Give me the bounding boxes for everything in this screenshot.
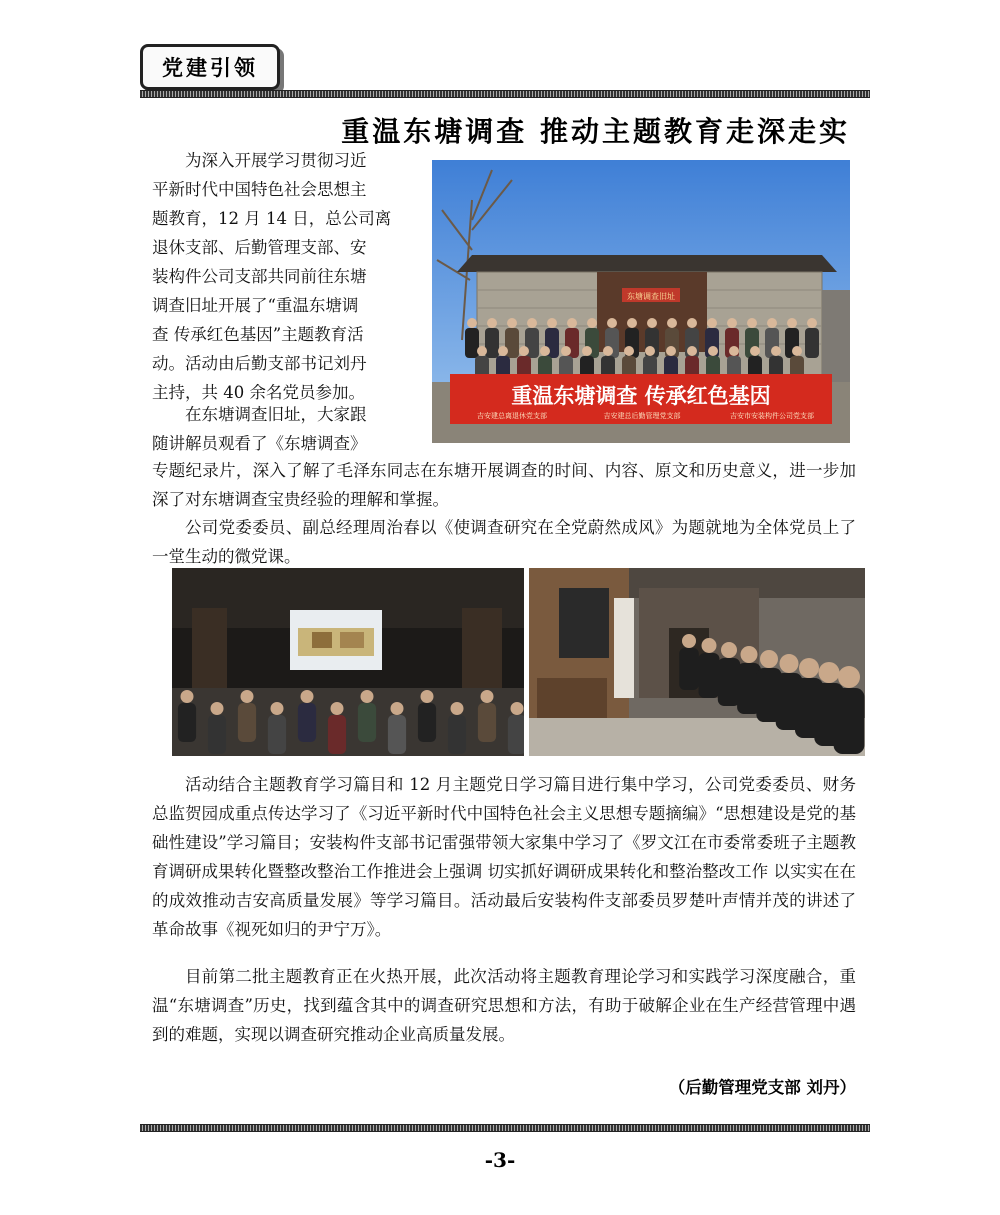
- banner-main: 重温东塘调查 传承红色基因: [511, 384, 771, 408]
- header-rule: [140, 90, 870, 98]
- text-line: 查 传承红色基因”主题教育活: [152, 325, 364, 344]
- text-line: 退休支部、后勤管理支部、安: [152, 238, 367, 257]
- text-line: 为深入开展学习贯彻习近: [185, 151, 367, 170]
- paragraph-1: [152, 146, 420, 407]
- text-line: 平新时代中国特色社会思想主: [152, 180, 367, 199]
- text-line: 主持，共 40 余名党员参加。: [152, 383, 365, 402]
- text-line: 题教育，12 月 14 日，总公司离: [152, 209, 392, 228]
- banner-sub: 吉安市安装构件公司党支部: [730, 412, 814, 420]
- paragraph-2-cont: 专题纪录片，深入了解了毛泽东同志在东塘开展调查的时间、内容、原文和历史意义，进一步加深了对东塘调查宝贵经验的理解和掌握。: [152, 461, 856, 509]
- group-photo: [432, 160, 850, 443]
- exhibition-photo: [529, 568, 865, 756]
- author-signature: （后勤管理党支部 刘丹）: [668, 1078, 856, 1097]
- page-number: -3-: [484, 1148, 516, 1172]
- paragraph-2-start: [152, 400, 420, 458]
- text-line: 装构件公司支部共同前往东塘: [152, 267, 367, 286]
- lecture-photo: [172, 568, 524, 756]
- footer-rule: [140, 1124, 870, 1132]
- text-line: 在东塘调查旧址，大家跟: [185, 405, 367, 424]
- text-line: 调查旧址开展了“重温东塘调: [152, 296, 359, 315]
- banner-sub: 吉安建总离退休党支部: [477, 412, 547, 420]
- section-tab: [140, 44, 280, 90]
- paragraph-4: 活动结合主题教育学习篇目和 12 月主题党日学习篇目进行集中学习，公司党委委员、财务总监贺园成重点传达学习了《习近平新时代中国特色社会主义思想专题摘编》“思想建设是党的基础性建设”学习篇目；安装构件支部书记雷强带领大家集中学习了《罗文江在市委常委班子主题教育调研成果转化暨整改整治工作推进会上强调 切实抓好调研成果转化和整治整改工作 以实实在在的成效推动吉安高质量发展》等学习篇目。活动最后安装构件支部委员罗楚叶声情并茂的讲述了革命故事《视死如归的尹宁万》。: [152, 775, 856, 939]
- paragraph-3: 公司党委委员、副总经理周治春以《使调查研究在全党蔚然成风》为题就地为全体党员上了一堂生动的微党课。: [152, 518, 856, 566]
- paragraph-5: 目前第二批主题教育正在火热开展，此次活动将主题教育理论学习和实践学习深度融合，重温“东塘调查”历史，找到蕴含其中的调查研究思想和方法，有助于破解企业在生产经营管理中遇到的难题，实现以调查研究推动企业高质量发展。: [152, 967, 856, 1044]
- article-title: 重温东塘调查 推动主题教育走深走实: [341, 115, 850, 148]
- banner-sub: 吉安建总后勤管理党支部: [603, 412, 681, 420]
- section-label: 党建引领: [162, 56, 258, 80]
- text-line: 动。活动由后勤支部书记刘丹: [152, 354, 367, 373]
- text-line: 随讲解员观看了《东塘调查》: [152, 434, 367, 453]
- door-sign: 东塘调查旧址: [627, 292, 675, 301]
